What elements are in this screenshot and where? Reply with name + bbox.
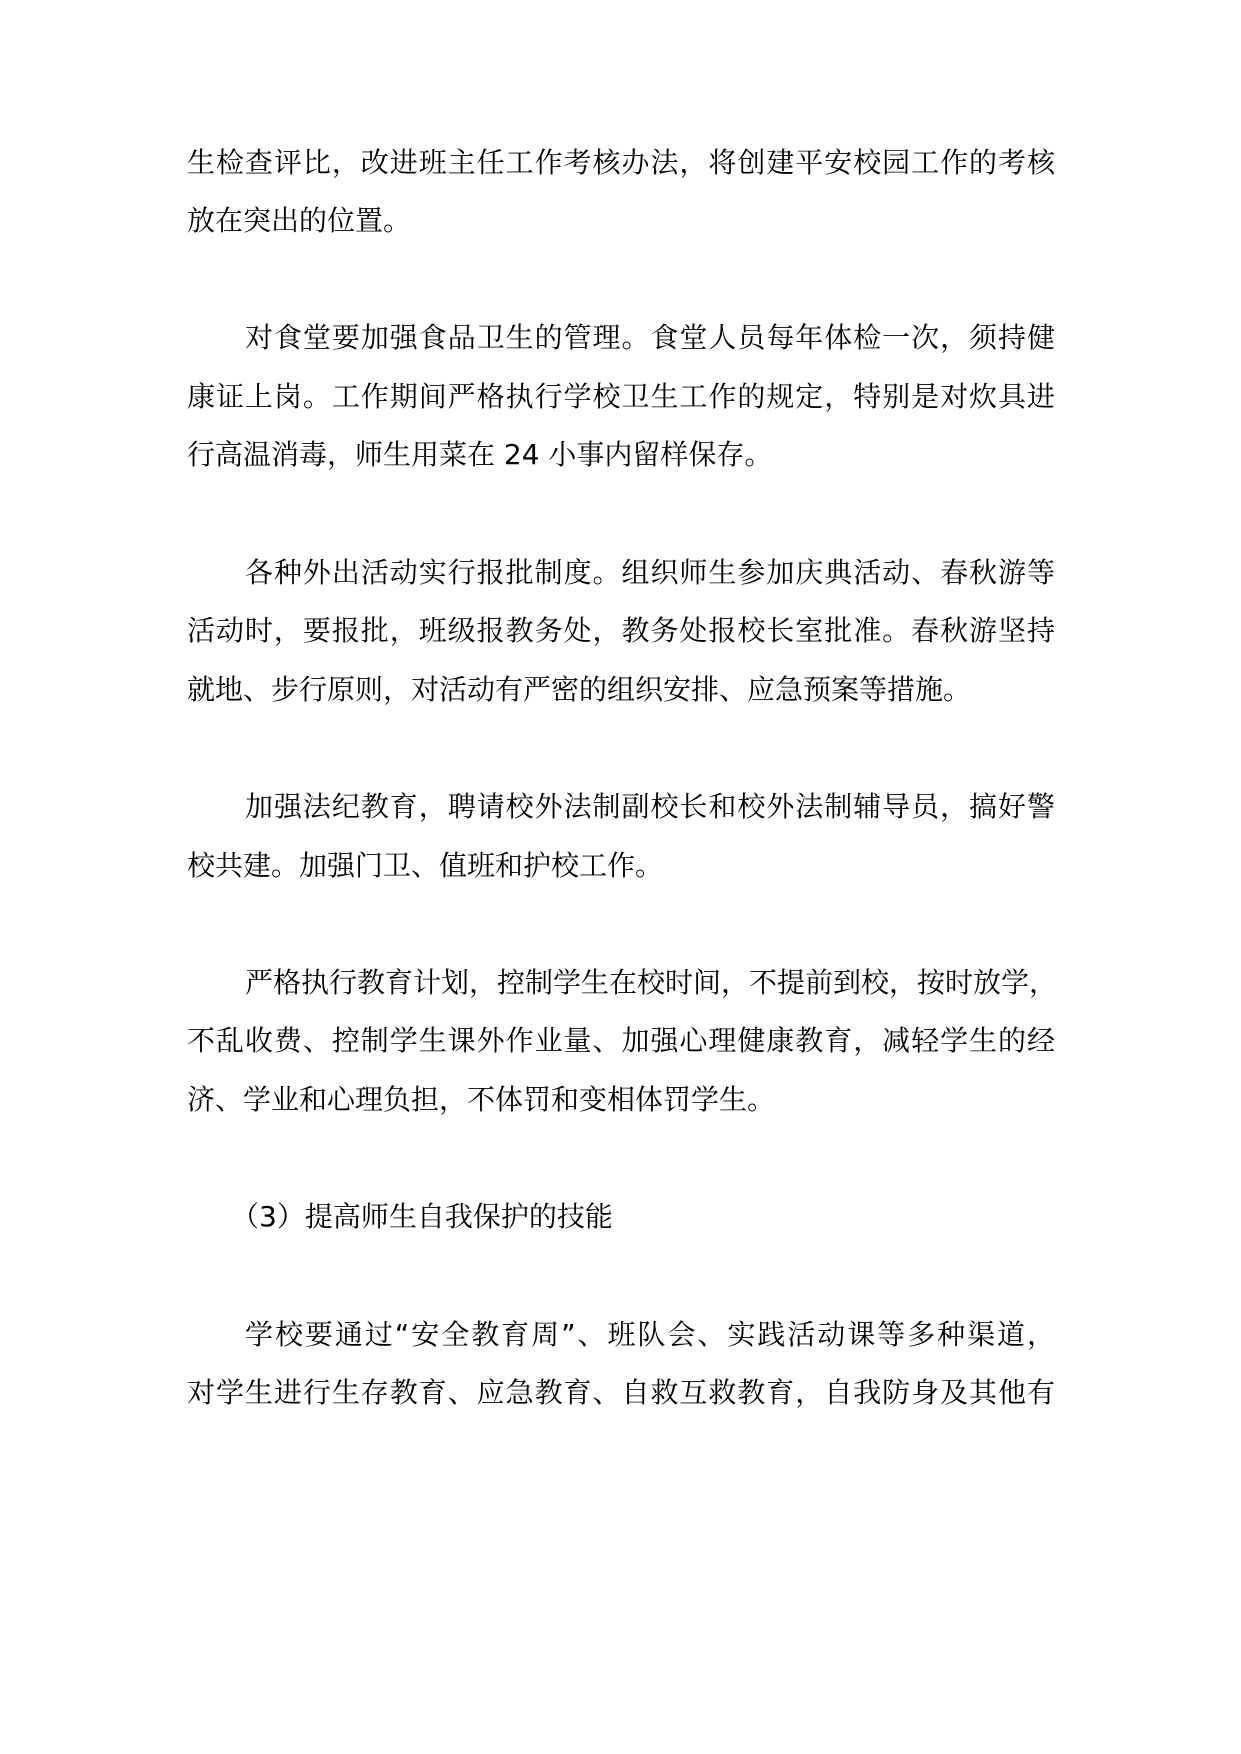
paragraph-line: 学校要通过“安全教育周”、班队会、实践活动课等多种渠道， (245, 1318, 1055, 1351)
paragraph-line: 行高温消毒，师生用菜在 24 小事内留样保存。 (187, 438, 773, 471)
paragraph-line: 对学生进行生存教育、应急教育、自救互救教育，自我防身及其他有 (187, 1376, 1055, 1409)
paragraph-line: 放在突出的位置。 (187, 204, 412, 237)
section-heading: （3）提高师生自我保护的技能 (231, 1200, 613, 1233)
paragraph-line: 对食堂要加强食品卫生的管理。食堂人员每年体检一次，须持健 (245, 321, 1055, 354)
paragraph-line: 生检查评比，改进班主任工作考核办法，将创建平安校园工作的考核 (187, 146, 1055, 179)
paragraph-line: 校共建。加强门卫、值班和护校工作。 (187, 849, 664, 882)
paragraph-line: 各种外出活动实行报批制度。组织师生参加庆典活动、春秋游等 (245, 556, 1055, 589)
paragraph-line: 就地、步行原则，对活动有严密的组织安排、应急预案等措施。 (187, 673, 972, 706)
paragraph-line: 严格执行教育计划，控制学生在校时间，不提前到校，按时放学， (245, 966, 1058, 999)
document-page (187, 0, 1058, 1754)
paragraph-line: 康证上岗。工作期间严格执行学校卫生工作的规定，特别是对炊具进 (187, 380, 1055, 413)
paragraph-line: 活动时，要报批，班级报教务处，教务处报校长室批准。春秋游坚持 (187, 614, 1055, 647)
paragraph-line: 不乱收费、控制学生课外作业量、加强心理健康教育，减轻学生的经 (187, 1024, 1055, 1057)
paragraph-line: 济、学业和心理负担，不体罚和变相体罚学生。 (187, 1083, 776, 1116)
paragraph-line: 加强法纪教育，聘请校外法制副校长和校外法制辅导员，搞好警 (245, 790, 1055, 823)
